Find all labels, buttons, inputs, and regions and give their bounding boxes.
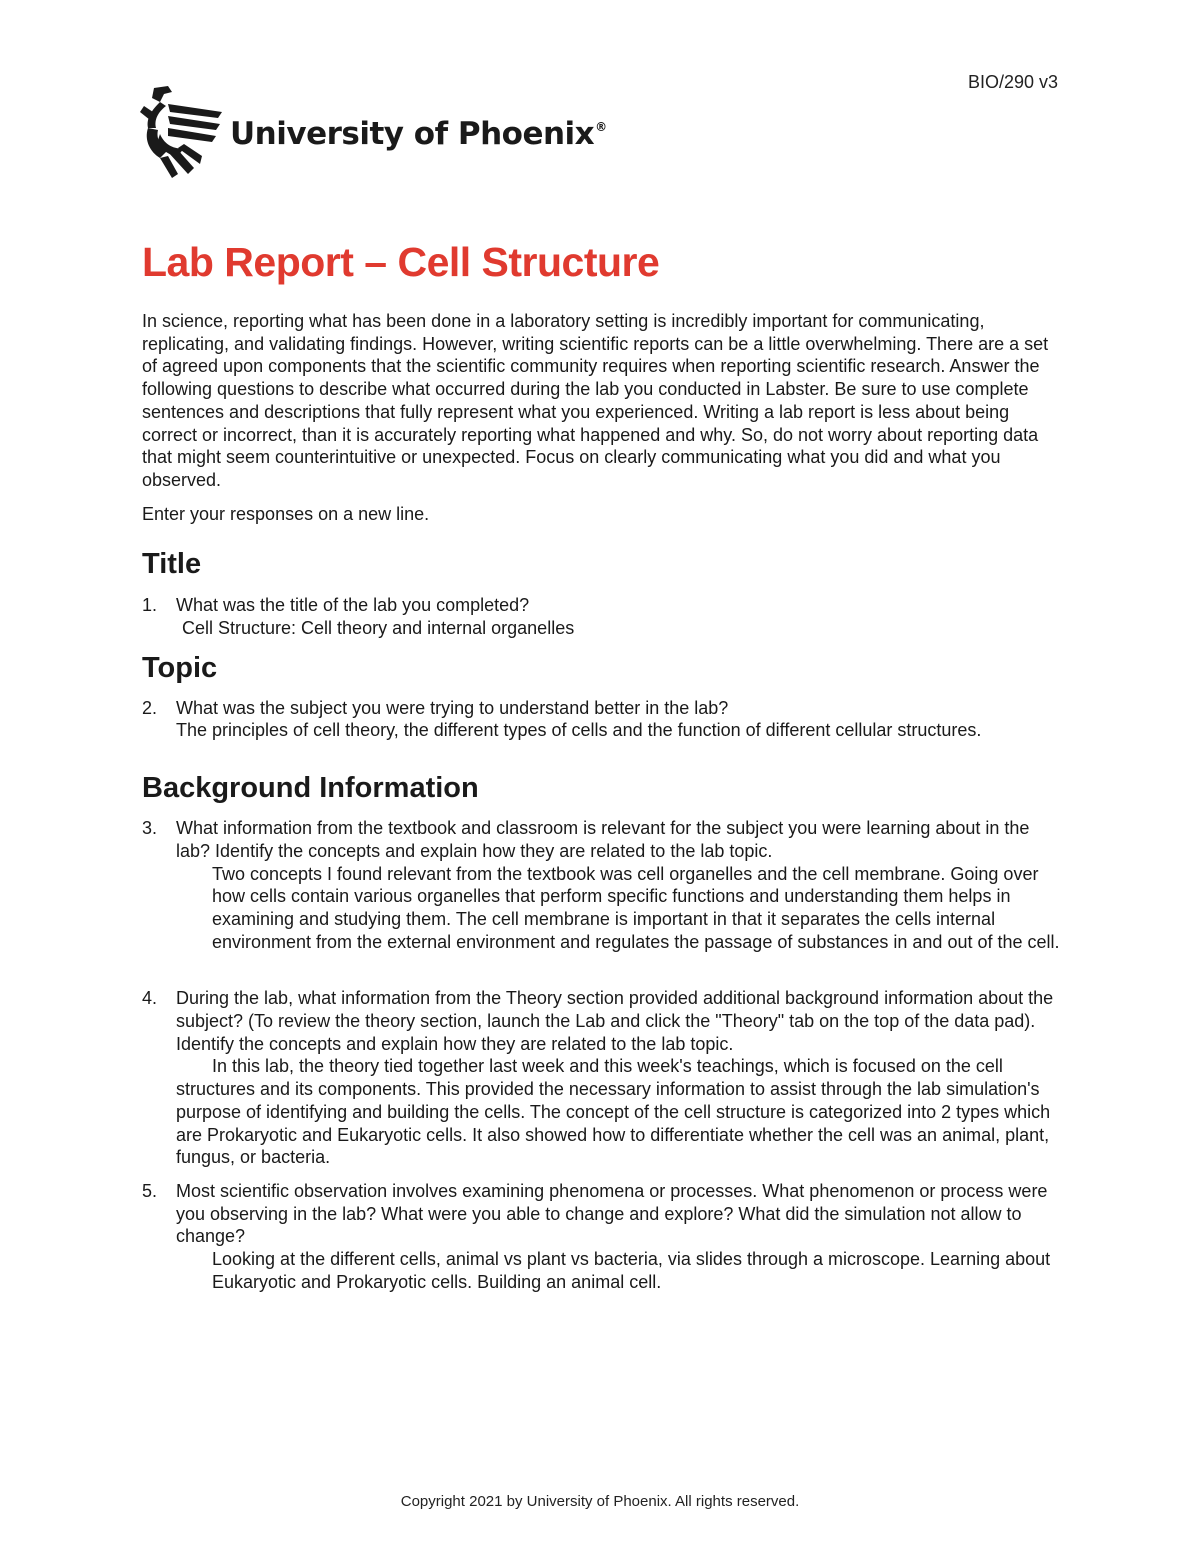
question-item-2 [142, 697, 1062, 742]
question-item-4 [142, 987, 1062, 1169]
logo-wordmark: University of Phoenix® [230, 116, 607, 152]
section-heading-title: Title [142, 548, 202, 581]
section-heading-topic: Topic [142, 651, 218, 684]
question-text: What information from the textbook and classroom is relevant for the subject you were learning about in the lab? Identify the concepts and explain how they are related to the lab topic. [176, 818, 1030, 861]
question-number: 3. [142, 818, 158, 839]
question-number: 1. [142, 595, 158, 616]
question-item-5 [142, 1180, 1062, 1294]
answer-text[interactable]: Cell Structure: Cell theory and internal organelles [182, 618, 575, 639]
copyright-footer: Copyright 2021 by University of Phoenix. All rights reserved. [400, 1493, 800, 1510]
question-number: 4. [142, 988, 158, 1009]
university-logo [138, 84, 607, 180]
phoenix-bird-icon [138, 84, 224, 180]
section-heading-background: Background Information [142, 772, 479, 805]
question-number: 2. [142, 697, 158, 718]
answer-text[interactable]: In this lab, the theory tied together last week and this week's teachings, which is focused on the cell structures and its components. This provided the necessary information to assist through the lab simulation's purpose of identifying and building the cells. The concept of the cell structure is categorized into 2 types which are Prokaryotic and Eukaryotic cells. It also showed how to differentiate whether the cell was an animal, plant, fungus, or bacteria. [176, 1056, 1051, 1168]
question-item-1 [142, 594, 1062, 639]
page-title: Lab Report – Cell Structure [142, 239, 660, 285]
question-item-3 [142, 817, 1062, 953]
instruction-paragraph: Enter your responses on a new line. [142, 503, 430, 524]
question-text: What was the title of the lab you completed? [176, 595, 530, 616]
answer-text[interactable]: The principles of cell theory, the different types of cells and the function of different cellular structures. [176, 720, 982, 741]
question-text: What was the subject you were trying to understand better in the lab? [176, 697, 729, 718]
answer-text[interactable]: Looking at the different cells, animal vs plant vs bacteria, via slides through a microscope. Learning about Eukaryotic and Prokaryotic cells. Building an animal cell. [212, 1249, 1051, 1292]
question-number: 5. [142, 1180, 158, 1201]
answer-text[interactable]: Two concepts I found relevant from the textbook was cell organelles and the cell membrane. Going over how cells contain various organelles that perform specific functions and understanding them helps in examining and studying them. The cell membrane is important in that it separates the cells internal environment from the external environment and regulates the passage of substances in and out of the cell. [212, 863, 1060, 952]
document-body [142, 236, 1062, 1294]
question-text: During the lab, what information from the Theory section provided additional background information about the subject? (To review the theory section, launch the Lab and click the "Theory" tab on the top of the data pad). Identify the concepts and explain how they are related to the lab topic. [176, 988, 1054, 1054]
intro-paragraph: In science, reporting what has been done in a laboratory setting is incredibly important for communicating, replicating, and validating findings. However, writing scientific reports can be a little overwhelming. There are a set of agreed upon components that the scientific community requires when reporting scientific research. Answer the following questions to describe what occurred during the lab you conducted in Labster. Be sure to use complete sentences and descriptions that fully represent what you experienced. Writing a lab report is less about being correct or incorrect, than it is accurately reporting what happened and why. So, do not worry about reporting data that might seem counterintuitive or unexpected. Focus on clearly communicating what you did and what you observed. [142, 311, 1049, 490]
question-text: Most scientific observation involves examining phenomena or processes. What phenomenon or process were you observing in the lab? What were you able to change and explore? What did the simulation not allow to change? [176, 1180, 1048, 1247]
document-code: BIO/290 v3 [967, 72, 1058, 92]
